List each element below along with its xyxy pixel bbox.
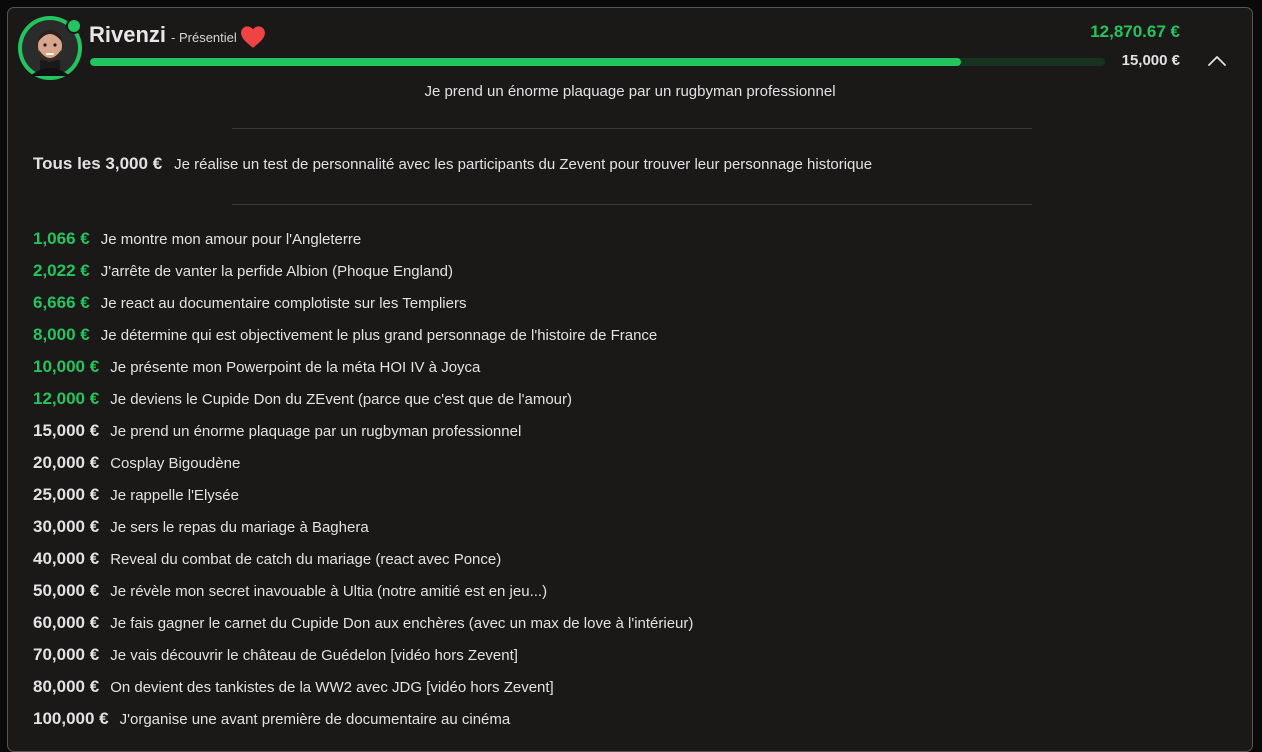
goal-item xyxy=(33,325,693,357)
goal-item xyxy=(33,645,693,677)
goal-item xyxy=(33,709,693,741)
goal-description: Je vais découvrir le château de Guédelon [vidéo hors Zevent] xyxy=(110,647,518,664)
goal-item xyxy=(33,357,693,389)
goal-amount: 70,000 € xyxy=(33,645,100,664)
goal-description: Je présente mon Powerpoint de la méta HOI IV à Joyca xyxy=(110,359,481,376)
goal-description: Je deviens le Cupide Don du ZEvent (parce que c'est que de l'amour) xyxy=(110,391,573,408)
next-goal-text: Je prend un énorme plaquage par un rugbyman professionnel xyxy=(424,83,836,100)
goal-item xyxy=(33,581,693,613)
divider xyxy=(232,204,1032,205)
collapse-button[interactable] xyxy=(1204,50,1230,72)
goal-description: J'arrête de vanter la perfide Albion (Phoque England) xyxy=(100,263,453,280)
goal-item xyxy=(33,613,693,645)
goal-amount: 2,022 € xyxy=(33,261,90,280)
chevron-up-icon xyxy=(1207,55,1227,67)
goal-amount: 15,000 € xyxy=(33,421,100,440)
goal-amount: 50,000 € xyxy=(33,581,100,600)
streamer-name[interactable]: Rivenzi xyxy=(89,22,167,47)
goal-item xyxy=(33,261,693,293)
goal-item xyxy=(33,549,693,581)
goal-amount: 100,000 € xyxy=(33,709,109,728)
goal-item xyxy=(33,453,693,485)
goal-description: Je détermine qui est objectivement le plus grand personnage de l'histoire de France xyxy=(100,327,658,344)
goal-amount: 60,000 € xyxy=(33,613,100,632)
goal-item xyxy=(33,229,693,261)
recurring-goal-text: Je réalise un test de personnalité avec les participants du Zevent pour trouver leur personnage historique xyxy=(174,156,873,173)
goal-description: Je fais gagner le carnet du Cupide Don aux enchères (avec un max de love à l'intérieur) xyxy=(110,615,694,632)
goal-item xyxy=(33,677,693,709)
online-indicator xyxy=(66,18,82,34)
goal-item xyxy=(33,389,693,421)
heart-icon xyxy=(240,25,266,49)
goal-item xyxy=(33,485,693,517)
goal-amount: 10,000 € xyxy=(33,357,100,376)
donation-progress-bar xyxy=(90,58,1105,66)
goal-item xyxy=(33,517,693,549)
goal-amount: 40,000 € xyxy=(33,549,100,568)
goal-description: Je montre mon amour pour l'Angleterre xyxy=(100,231,362,248)
goal-amount: 8,000 € xyxy=(33,325,90,344)
donation-goals-list xyxy=(33,229,693,741)
recurring-goal xyxy=(33,154,872,174)
goal-description: Je révèle mon secret inavouable à Ultia (notre amitié est en jeu...) xyxy=(110,583,548,600)
goal-description: On devient des tankistes de la WW2 avec JDG [vidéo hors Zevent] xyxy=(110,679,554,696)
goal-description: Reveal du combat de catch du mariage (react avec Ponce) xyxy=(110,551,502,568)
goal-description: J'organise une avant première de documentaire au cinéma xyxy=(119,711,511,728)
goal-amount: 12,000 € xyxy=(33,389,100,408)
goal-amount: 6,666 € xyxy=(33,293,90,312)
goal-amount: 1,066 € xyxy=(33,229,90,248)
goal-amount: 25,000 € xyxy=(33,485,100,504)
streamer-header xyxy=(89,20,266,50)
goal-description: Je prend un énorme plaquage par un rugbyman professionnel xyxy=(110,423,522,440)
goal-description: Cosplay Bigoudène xyxy=(110,455,241,472)
amount-raised: 12,870.67 € xyxy=(1090,22,1180,41)
goal-description: Je rappelle l'Elysée xyxy=(110,487,239,504)
goal-item xyxy=(33,421,693,453)
avatar[interactable] xyxy=(18,16,82,80)
donation-progress-fill xyxy=(90,58,961,66)
attendance-status: - Présentiel xyxy=(171,29,237,45)
goal-description: Je sers le repas du mariage à Baghera xyxy=(110,519,369,536)
goal-description: Je react au documentaire complotiste sur les Templiers xyxy=(100,295,467,312)
divider xyxy=(232,128,1032,129)
goal-amount: 80,000 € xyxy=(33,677,100,696)
recurring-goal-amount: Tous les 3,000 € xyxy=(33,154,163,173)
goal-amount: 20,000 € xyxy=(33,453,100,472)
goal-amount: 30,000 € xyxy=(33,517,100,536)
streamer-card xyxy=(7,7,1253,752)
amount-goal: 15,000 € xyxy=(1121,52,1180,69)
goal-item xyxy=(33,293,693,325)
